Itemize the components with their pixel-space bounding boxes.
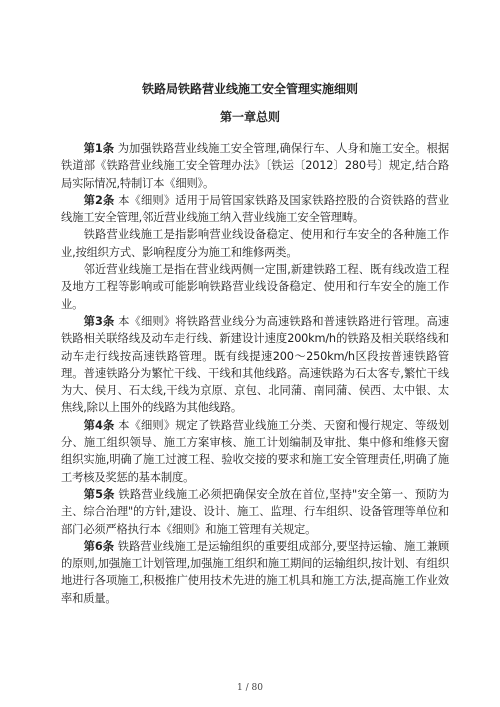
paragraph: [61, 538, 449, 607]
chapter-title: 第一章总则: [219, 110, 280, 124]
paragraph-text: 铁路营业线施工是指影响营业线设备稳定、使用和行车安全的各种施工作业,按组织方式、影响程度分为施工和维修两类。: [61, 228, 449, 259]
paragraph-text: 铁路营业线施工是运输组织的重要组成部分,要坚持运输、施工兼顾的原则,加强施工计划管理,加强施工组织和施工期间的运输组织,按计划、有组织地进行各项施工,积极推广使用技术先进的施工机具和施工方法,提高施工作业效率和质量。: [61, 539, 449, 605]
document-title: 铁路局铁路营业线施工安全管理实施细则: [141, 82, 358, 96]
paragraph-text: 本《细则》适用于局管国家铁路及国家铁路控股的合资铁路的营业线施工安全管理,邻近营业线施工纳入营业线施工安全管理畴。: [61, 193, 449, 225]
paragraph: [61, 417, 449, 486]
paragraph: [61, 226, 449, 261]
paragraph-text: 铁路营业线施工必须把确保安全放在首位,坚持"安全第一、预防为主、综合治理"的方针,建设、设计、施工、监理、行车组织、设备管理等单位和部门必须严格执行本《细则》和施工管理有关规定。: [61, 487, 449, 536]
paragraph: [61, 261, 449, 313]
paragraph-text: 本《细则》将铁路营业线分为高速铁路和普速铁路进行管理。高速铁路相关联络线及动车走行线、新建设计速度200km/h的铁路及相关联络线和动车走行线按高速铁路管理。既有线提速200～250km/h区段按普速铁路管理。普速铁路分为繁忙干线、干线和其他线路。高速铁路为石太客专,繁忙干线为大、侯月、石太线,干线为京原、京包、北同蒲、南同蒲、侯西、太中银、太焦线,除以上围外的线路为其他线路。: [61, 314, 449, 415]
article-number: 第6条: [83, 539, 115, 553]
paragraph: [61, 313, 449, 417]
paragraph-text: 本《细则》规定了铁路营业线施工分类、天窗和慢行规定、等级划分、施工组织领导、施工方案审核、施工计划编制及审批、集中修和维修天窗组织实施,明确了施工过渡工程、验收交接的要求和施工安全管理责任,明确了施工考核及奖惩的基本制度。: [61, 418, 449, 484]
article-number: 第1条: [83, 142, 115, 155]
paragraph: [61, 486, 449, 538]
paragraph-text: 为加强铁路营业线施工安全管理,确保行车、人身和施工安全。根据铁道部《铁路营业线施工安全管理办法》〔铁运〔2012〕280号〕规定,结合路局实际情况,特制订本《细则》。: [61, 142, 449, 190]
article-number: 第4条: [83, 418, 115, 432]
page-number: 1 / 80: [237, 683, 263, 693]
document-body: [61, 140, 449, 607]
paragraph-text: 邻近营业线施工是指在营业线两侧一定围,新建铁路工程、既有线改造工程及地方工程等影响或可能影响铁路营业线设备稳定、使用和行车安全的施工作业。: [61, 263, 449, 311]
article-number: 第5条: [83, 487, 115, 501]
article-number: 第3条: [83, 314, 115, 328]
paragraph: [61, 192, 449, 227]
paragraph: [61, 140, 449, 192]
article-number: 第2条: [83, 193, 115, 207]
